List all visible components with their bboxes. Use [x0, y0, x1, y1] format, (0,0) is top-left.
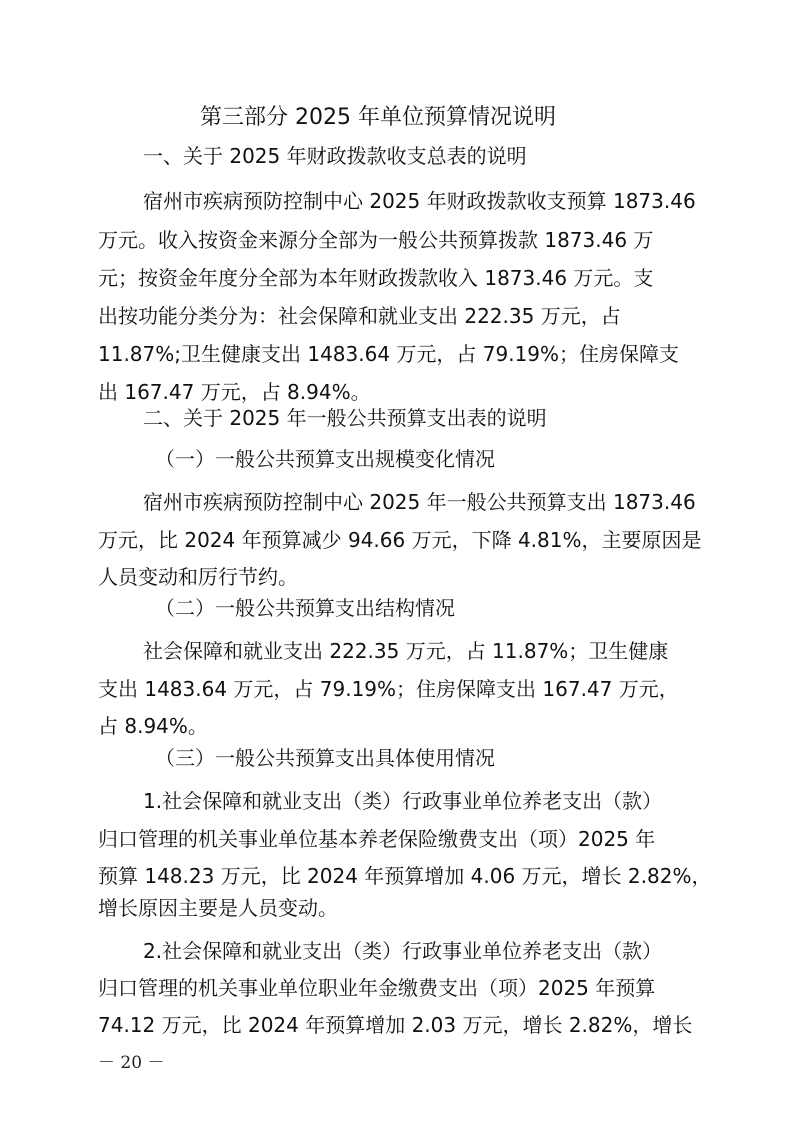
subsection-2-heading: （二）一般公共预算支出结构情况	[155, 596, 455, 620]
text-line: 支出 1483.64 万元，占 79.19%；住房保障支出 167.47 万元，	[98, 677, 679, 701]
page-number: － 20 －	[98, 1053, 165, 1073]
text-line: 社会保障和就业支出 222.35 万元，占 11.87%；卫生健康	[143, 639, 669, 663]
section-1-heading: 一、关于 2025 年财政拨款收支总表的说明	[143, 144, 527, 168]
text-line: 宿州市疾病预防控制中心 2025 年财政拨款收支预算 1873.46	[143, 189, 696, 213]
text-line: 归口管理的机关事业单位基本养老保险缴费支出（项）2025 年	[98, 827, 656, 851]
text-line: 74.12 万元，比 2024 年预算增加 2.03 万元，增长 2.82%，增长	[98, 1013, 693, 1037]
text-line: 2.社会保障和就业支出（类）行政事业单位养老支出（款）	[143, 939, 663, 963]
page-title: 第三部分 2025 年单位预算情况说明	[200, 105, 556, 130]
text-line: 元；按资金年度分全部为本年财政拨款收入 1873.46 万元。支	[98, 266, 654, 290]
text-line: 出 167.47 万元，占 8.94%。	[98, 380, 371, 404]
subsection-3-heading: （三）一般公共预算支出具体使用情况	[155, 746, 495, 770]
section-2-heading: 二、关于 2025 年一般公共预算支出表的说明	[143, 406, 547, 430]
text-line: 占 8.94%。	[98, 714, 208, 738]
text-line: 预算 148.23 万元，比 2024 年预算增加 4.06 万元，增长 2.82%，	[98, 864, 712, 888]
text-line: 1.社会保障和就业支出（类）行政事业单位养老支出（款）	[143, 789, 663, 813]
text-line: 11.87%;卫生健康支出 1483.64 万元，占 79.19%；住房保障支	[98, 342, 680, 366]
text-line: 宿州市疾病预防控制中心 2025 年一般公共预算支出 1873.46	[143, 490, 696, 514]
text-line: 人员变动和厉行节约。	[98, 565, 298, 589]
subsection-1-heading: （一）一般公共预算支出规模变化情况	[155, 447, 495, 471]
text-line: 万元。收入按资金来源分全部为一般公共预算拨款 1873.46 万	[98, 228, 654, 252]
text-line: 出按功能分类分为：社会保障和就业支出 222.35 万元，占	[98, 304, 621, 328]
text-line: 归口管理的机关事业单位职业年金缴费支出（项）2025 年预算	[98, 976, 656, 1000]
text-line: 万元，比 2024 年预算减少 94.66 万元，下降 4.81%，主要原因是	[98, 528, 702, 552]
text-line: 增长原因主要是人员变动。	[98, 896, 338, 920]
